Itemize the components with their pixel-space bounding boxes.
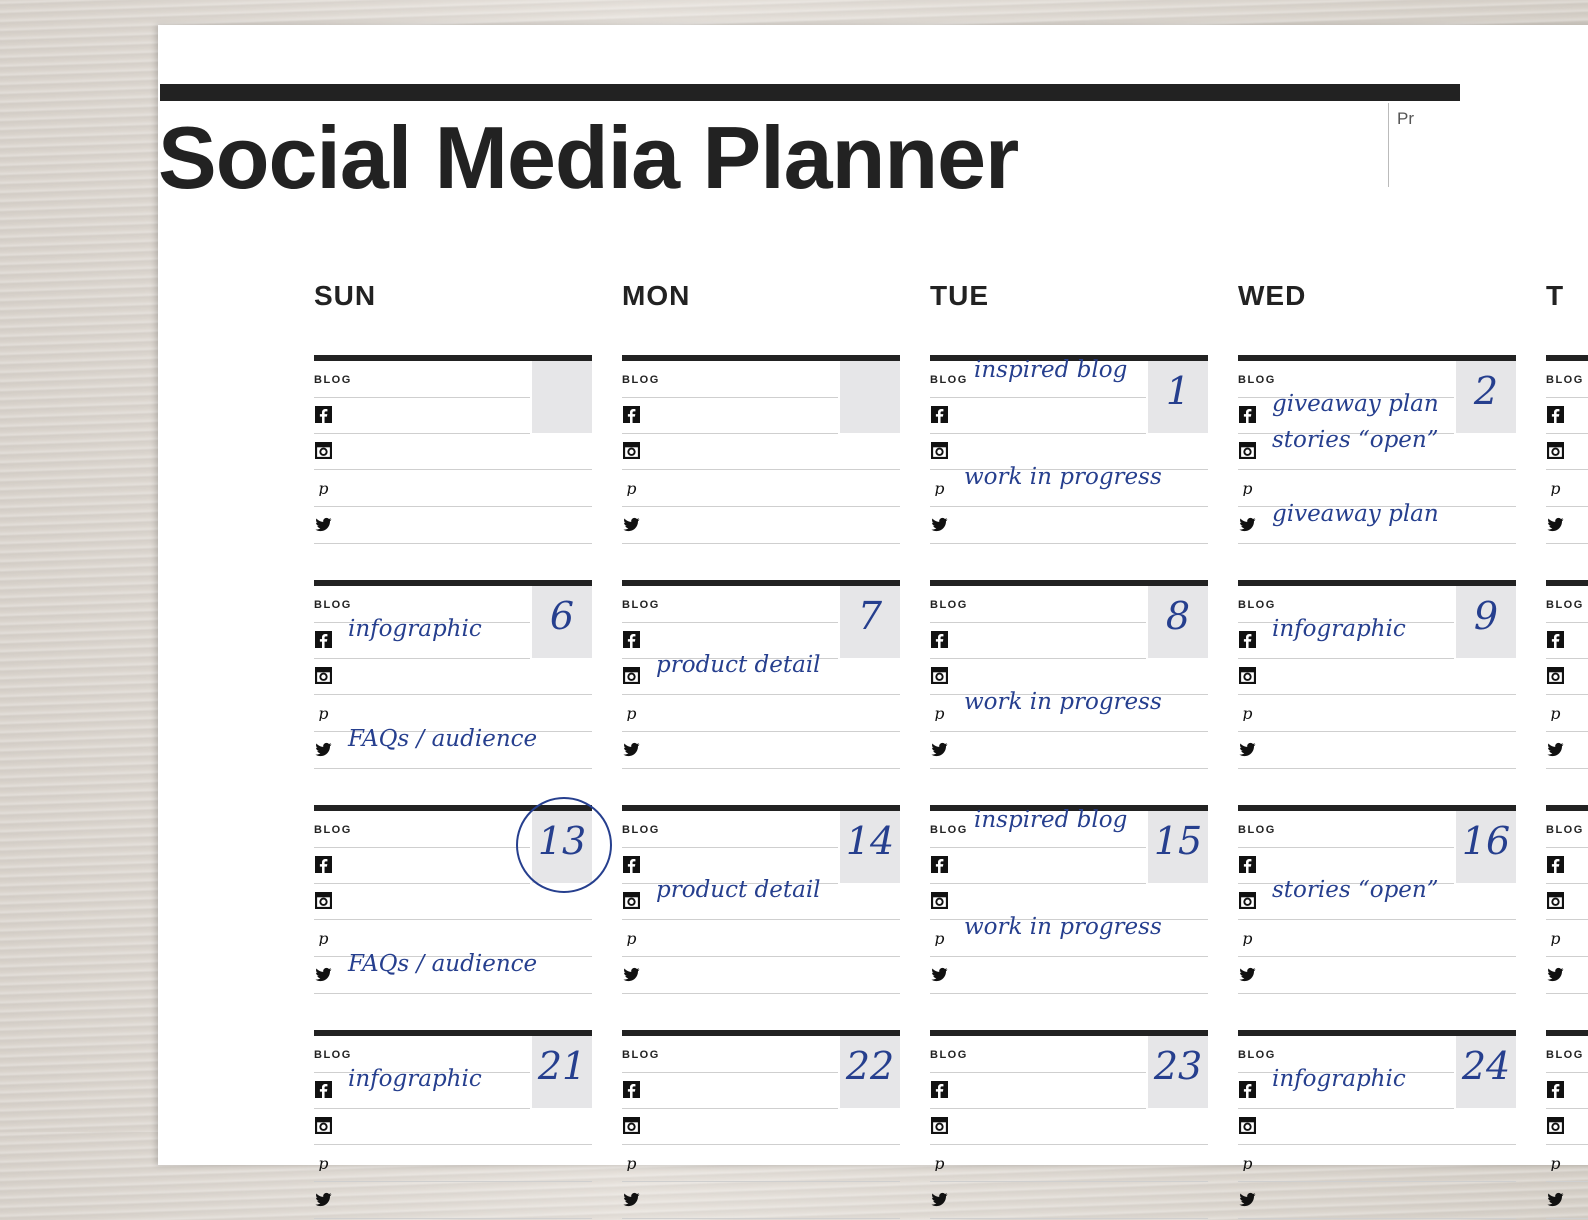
social-row-twitter[interactable] — [1546, 507, 1588, 544]
blog-row[interactable] — [314, 361, 530, 398]
twitter-icon — [931, 1191, 948, 1208]
social-row-twitter[interactable] — [622, 732, 900, 769]
blog-label: BLOG — [930, 1049, 968, 1061]
facebook-icon — [1239, 856, 1256, 873]
twitter-icon — [931, 516, 948, 533]
instagram-icon — [1239, 667, 1256, 684]
facebook-icon — [315, 631, 332, 648]
facebook-icon — [1239, 1081, 1256, 1098]
svg-text:p: p — [1242, 479, 1253, 496]
blog-row[interactable] — [930, 586, 1146, 623]
facebook-icon — [315, 406, 332, 423]
social-row-pinterest[interactable] — [1238, 1145, 1516, 1182]
social-row-facebook[interactable] — [314, 397, 530, 434]
day-cell[interactable] — [1238, 355, 1516, 545]
facebook-icon — [931, 631, 948, 648]
social-row-instagram[interactable] — [1238, 877, 1516, 920]
social-row-twitter[interactable] — [930, 957, 1208, 994]
date-number: 7 — [857, 594, 883, 638]
blog-row[interactable] — [1546, 361, 1588, 398]
pinterest-icon — [1547, 704, 1564, 721]
handwritten-note: work in progress — [964, 914, 1162, 940]
social-row-instagram[interactable] — [314, 1108, 592, 1145]
facebook-icon — [931, 1081, 948, 1098]
day-cell[interactable] — [622, 355, 900, 545]
social-row-facebook[interactable] — [1546, 847, 1588, 884]
social-row-facebook[interactable] — [1546, 622, 1588, 659]
social-row-twitter[interactable] — [1238, 501, 1516, 544]
blog-label: BLOG — [1238, 599, 1276, 611]
social-row-twitter[interactable] — [1546, 732, 1588, 769]
facebook-icon — [315, 856, 332, 873]
blog-row[interactable] — [1546, 1036, 1588, 1073]
date-number: 24 — [1461, 1044, 1511, 1088]
social-row-twitter[interactable] — [1238, 957, 1516, 994]
date-box — [840, 361, 900, 433]
blog-label: BLOG — [1546, 374, 1584, 386]
social-row-pinterest[interactable] — [1238, 920, 1516, 957]
handwritten-note: giveaway plan — [1272, 501, 1439, 527]
date-number: 8 — [1165, 594, 1191, 638]
social-row-pinterest[interactable] — [1546, 1145, 1588, 1182]
blog-label: BLOG — [314, 824, 352, 836]
blog-row[interactable] — [930, 807, 1146, 848]
pinterest-icon — [315, 479, 332, 496]
blog-label: BLOG — [314, 1049, 352, 1061]
facebook-icon — [1239, 406, 1256, 423]
twitter-icon — [315, 966, 332, 983]
instagram-icon — [931, 442, 948, 459]
svg-text:p: p — [1550, 929, 1561, 946]
social-row-twitter[interactable] — [314, 726, 592, 769]
blog-label: BLOG — [1238, 374, 1276, 386]
social-row-instagram[interactable] — [622, 652, 900, 695]
page-title: Social Media Planner — [158, 108, 1019, 207]
social-row-facebook[interactable] — [930, 1072, 1146, 1109]
blog-row[interactable] — [622, 586, 838, 623]
pinterest-icon — [1239, 1154, 1256, 1171]
date-number: 23 — [1153, 1044, 1203, 1088]
svg-text:p: p — [934, 479, 945, 496]
blog-label: BLOG — [1238, 824, 1276, 836]
pinterest-icon — [315, 704, 332, 721]
social-row-pinterest[interactable] — [1546, 920, 1588, 957]
handwritten-note: product detail — [656, 877, 821, 903]
social-row-instagram[interactable] — [1238, 427, 1516, 470]
day-cell[interactable] — [622, 1030, 900, 1220]
day-cell[interactable] — [930, 355, 1208, 545]
svg-text:p: p — [318, 479, 329, 496]
blog-label: BLOG — [1238, 1049, 1276, 1061]
social-row-facebook[interactable] — [1238, 1066, 1454, 1109]
facebook-icon — [1547, 406, 1564, 423]
date-number: 14 — [845, 819, 895, 863]
social-row-twitter[interactable] — [1546, 957, 1588, 994]
instagram-icon — [1239, 892, 1256, 909]
day-cell[interactable] — [314, 355, 592, 545]
facebook-icon — [931, 406, 948, 423]
social-row-instagram[interactable] — [1546, 433, 1588, 470]
twitter-icon — [1239, 966, 1256, 983]
social-row-pinterest[interactable] — [930, 1145, 1208, 1182]
social-row-twitter[interactable] — [930, 732, 1208, 769]
social-row-pinterest[interactable] — [622, 920, 900, 957]
date-box — [532, 361, 592, 433]
facebook-icon — [931, 856, 948, 873]
instagram-icon — [931, 667, 948, 684]
instagram-icon — [623, 442, 640, 459]
social-row-facebook[interactable] — [314, 847, 530, 884]
social-row-facebook[interactable] — [930, 397, 1146, 434]
day-cell[interactable] — [1546, 355, 1588, 545]
blog-label: BLOG — [622, 599, 660, 611]
day-header-tue: TUE — [930, 280, 989, 311]
instagram-icon — [623, 667, 640, 684]
instagram-icon — [315, 667, 332, 684]
blog-row[interactable] — [930, 1036, 1146, 1073]
blog-label: BLOG — [622, 374, 660, 386]
handwritten-note: stories “open” — [1272, 877, 1439, 903]
blog-label: BLOG — [1546, 599, 1584, 611]
pinterest-icon — [623, 929, 640, 946]
instagram-icon — [1547, 442, 1564, 459]
instagram-icon — [315, 442, 332, 459]
day-cell[interactable] — [314, 1030, 592, 1220]
social-row-twitter[interactable] — [314, 1182, 592, 1219]
day-cell[interactable] — [930, 580, 1208, 770]
social-row-pinterest[interactable] — [622, 470, 900, 507]
day-cell[interactable] — [1238, 805, 1516, 995]
pinterest-icon — [315, 1154, 332, 1171]
instagram-icon — [623, 1117, 640, 1134]
twitter-icon — [931, 741, 948, 758]
instagram-icon — [931, 1117, 948, 1134]
day-cell[interactable] — [314, 805, 592, 995]
facebook-icon — [1547, 1081, 1564, 1098]
blog-label: BLOG — [622, 824, 660, 836]
twitter-icon — [1239, 741, 1256, 758]
social-row-instagram[interactable] — [314, 433, 592, 470]
instagram-icon — [1547, 1117, 1564, 1134]
day-cell[interactable] — [1546, 1030, 1588, 1220]
social-row-twitter[interactable] — [1238, 1182, 1516, 1219]
twitter-icon — [623, 741, 640, 758]
social-row-instagram[interactable] — [622, 433, 900, 470]
date-number: 2 — [1473, 369, 1499, 413]
social-row-twitter[interactable] — [622, 957, 900, 994]
pinterest-icon — [931, 1154, 948, 1171]
pinterest-icon — [1239, 479, 1256, 496]
pinterest-icon — [1547, 929, 1564, 946]
blog-row[interactable] — [314, 811, 530, 848]
svg-text:p: p — [934, 1154, 945, 1171]
social-row-twitter[interactable] — [314, 951, 592, 994]
day-cell[interactable] — [314, 580, 592, 770]
social-row-pinterest[interactable] — [1546, 695, 1588, 732]
handwritten-note: FAQs / audience — [348, 726, 538, 752]
date-number: 15 — [1153, 819, 1203, 863]
instagram-icon — [1547, 892, 1564, 909]
twitter-icon — [315, 516, 332, 533]
svg-text:p: p — [934, 929, 945, 946]
twitter-icon — [1239, 1191, 1256, 1208]
twitter-icon — [315, 1191, 332, 1208]
pinterest-icon — [1547, 1154, 1564, 1171]
blog-row[interactable] — [930, 357, 1146, 398]
instagram-icon — [1547, 667, 1564, 684]
blog-row[interactable] — [622, 1036, 838, 1073]
day-cell[interactable] — [1238, 1030, 1516, 1220]
facebook-icon — [623, 1081, 640, 1098]
date-number: 22 — [845, 1044, 895, 1088]
social-row-twitter[interactable] — [1546, 1182, 1588, 1219]
day-header-mon: MON — [622, 280, 691, 311]
blog-row[interactable] — [622, 811, 838, 848]
twitter-icon — [931, 966, 948, 983]
handwritten-note: work in progress — [964, 464, 1162, 490]
social-row-instagram[interactable] — [1238, 1108, 1516, 1145]
pinterest-icon — [623, 704, 640, 721]
instagram-icon — [931, 892, 948, 909]
social-row-twitter[interactable] — [930, 1182, 1208, 1219]
blog-label: BLOG — [1546, 824, 1584, 836]
handwritten-note: FAQs / audience — [348, 951, 538, 977]
svg-text:p: p — [318, 1154, 329, 1171]
social-row-twitter[interactable] — [930, 507, 1208, 544]
social-row-facebook[interactable] — [930, 622, 1146, 659]
social-row-pinterest[interactable] — [930, 914, 1208, 957]
handwritten-note: inspired blog — [974, 357, 1128, 383]
handwritten-note: infographic — [348, 616, 482, 642]
date-circle-mark — [516, 797, 612, 893]
pinterest-icon — [1239, 929, 1256, 946]
pinterest-icon — [623, 479, 640, 496]
social-row-instagram[interactable] — [314, 658, 592, 695]
pinterest-icon — [931, 929, 948, 946]
social-row-pinterest[interactable] — [930, 464, 1208, 507]
facebook-icon — [1547, 856, 1564, 873]
handwritten-note: work in progress — [964, 689, 1162, 715]
facebook-icon — [1547, 631, 1564, 648]
date-number: 9 — [1473, 594, 1499, 638]
social-row-twitter[interactable] — [622, 507, 900, 544]
day-cell[interactable] — [622, 580, 900, 770]
svg-text:p: p — [1242, 929, 1253, 946]
blog-row[interactable] — [1546, 811, 1588, 848]
twitter-icon — [315, 741, 332, 758]
handwritten-note: inspired blog — [974, 807, 1128, 833]
blog-row[interactable] — [622, 361, 838, 398]
date-number: 1 — [1165, 369, 1191, 413]
social-row-instagram[interactable] — [1546, 1108, 1588, 1145]
social-row-instagram[interactable] — [622, 1108, 900, 1145]
side-notes-label: Pr — [1397, 109, 1414, 128]
day-header-wed: WED — [1238, 280, 1307, 311]
instagram-icon — [315, 892, 332, 909]
social-row-instagram[interactable] — [1546, 658, 1588, 695]
social-row-facebook[interactable] — [1546, 1072, 1588, 1109]
blog-label: BLOG — [930, 374, 968, 386]
blog-label: BLOG — [622, 1049, 660, 1061]
handwritten-note: infographic — [348, 1066, 482, 1092]
day-header-t: T — [1546, 280, 1565, 311]
side-notes-box — [1388, 103, 1469, 187]
day-cell[interactable] — [930, 805, 1208, 995]
blog-row[interactable] — [1238, 811, 1454, 848]
social-row-pinterest[interactable] — [622, 695, 900, 732]
social-row-instagram[interactable] — [1238, 658, 1516, 695]
social-row-facebook[interactable] — [622, 1072, 838, 1109]
blog-label: BLOG — [1546, 1049, 1584, 1061]
date-number: 16 — [1461, 819, 1511, 863]
facebook-icon — [1239, 631, 1256, 648]
blog-row[interactable] — [1546, 586, 1588, 623]
day-cell[interactable] — [1238, 580, 1516, 770]
social-row-twitter[interactable] — [314, 507, 592, 544]
pinterest-icon — [931, 479, 948, 496]
blog-label: BLOG — [314, 599, 352, 611]
social-row-twitter[interactable] — [622, 1182, 900, 1219]
social-row-facebook[interactable] — [1546, 397, 1588, 434]
pinterest-icon — [1239, 704, 1256, 721]
instagram-icon — [315, 1117, 332, 1134]
social-row-instagram[interactable] — [930, 1108, 1208, 1145]
facebook-icon — [623, 856, 640, 873]
pinterest-icon — [1547, 479, 1564, 496]
day-cell[interactable] — [930, 1030, 1208, 1220]
instagram-icon — [623, 892, 640, 909]
twitter-icon — [623, 1191, 640, 1208]
day-cell[interactable] — [1546, 580, 1588, 770]
social-row-pinterest[interactable] — [314, 1145, 592, 1182]
day-cell[interactable] — [622, 805, 900, 995]
svg-text:p: p — [626, 929, 637, 946]
handwritten-note: infographic — [1272, 1066, 1406, 1092]
twitter-icon — [623, 966, 640, 983]
facebook-icon — [623, 631, 640, 648]
blog-label: BLOG — [930, 599, 968, 611]
facebook-icon — [623, 406, 640, 423]
social-row-facebook[interactable] — [314, 1066, 530, 1109]
title-rule — [160, 84, 1460, 101]
instagram-icon — [1239, 1117, 1256, 1134]
twitter-icon — [623, 516, 640, 533]
svg-text:p: p — [318, 704, 329, 721]
handwritten-note: infographic — [1272, 616, 1406, 642]
svg-text:p: p — [1550, 479, 1561, 496]
pinterest-icon — [931, 704, 948, 721]
twitter-icon — [1547, 1191, 1564, 1208]
social-row-pinterest[interactable] — [314, 470, 592, 507]
twitter-icon — [1547, 516, 1564, 533]
blog-label: BLOG — [930, 824, 968, 836]
social-row-pinterest[interactable] — [930, 689, 1208, 732]
social-row-pinterest[interactable] — [1238, 695, 1516, 732]
twitter-icon — [1239, 516, 1256, 533]
svg-text:p: p — [626, 1154, 637, 1171]
facebook-icon — [315, 1081, 332, 1098]
handwritten-note: product detail — [656, 652, 821, 678]
svg-text:p: p — [318, 929, 329, 946]
instagram-icon — [1239, 442, 1256, 459]
social-row-facebook[interactable] — [930, 847, 1146, 884]
date-number: 21 — [537, 1044, 587, 1088]
svg-text:p: p — [934, 704, 945, 721]
svg-text:p: p — [626, 479, 637, 496]
date-number: 6 — [549, 594, 575, 638]
day-cell[interactable] — [1546, 805, 1588, 995]
social-row-pinterest[interactable] — [1546, 470, 1588, 507]
social-row-facebook[interactable] — [314, 616, 530, 659]
svg-text:p: p — [1550, 1154, 1561, 1171]
blog-label: BLOG — [314, 374, 352, 386]
twitter-icon — [1547, 741, 1564, 758]
svg-text:p: p — [1242, 1154, 1253, 1171]
social-row-facebook[interactable] — [1238, 616, 1454, 659]
twitter-icon — [1547, 966, 1564, 983]
pinterest-icon — [315, 929, 332, 946]
svg-text:p: p — [1242, 704, 1253, 721]
handwritten-note: stories “open” — [1272, 427, 1439, 453]
social-row-facebook[interactable] — [622, 397, 838, 434]
social-row-twitter[interactable] — [1238, 732, 1516, 769]
pinterest-icon — [623, 1154, 640, 1171]
social-row-instagram[interactable] — [1546, 883, 1588, 920]
date-number: 13 — [537, 819, 587, 863]
day-header-sun: SUN — [314, 280, 377, 311]
social-row-instagram[interactable] — [622, 877, 900, 920]
social-row-pinterest[interactable] — [622, 1145, 900, 1182]
handwritten-note: giveaway plan — [1272, 391, 1439, 417]
svg-text:p: p — [626, 704, 637, 721]
svg-text:p: p — [1550, 704, 1561, 721]
